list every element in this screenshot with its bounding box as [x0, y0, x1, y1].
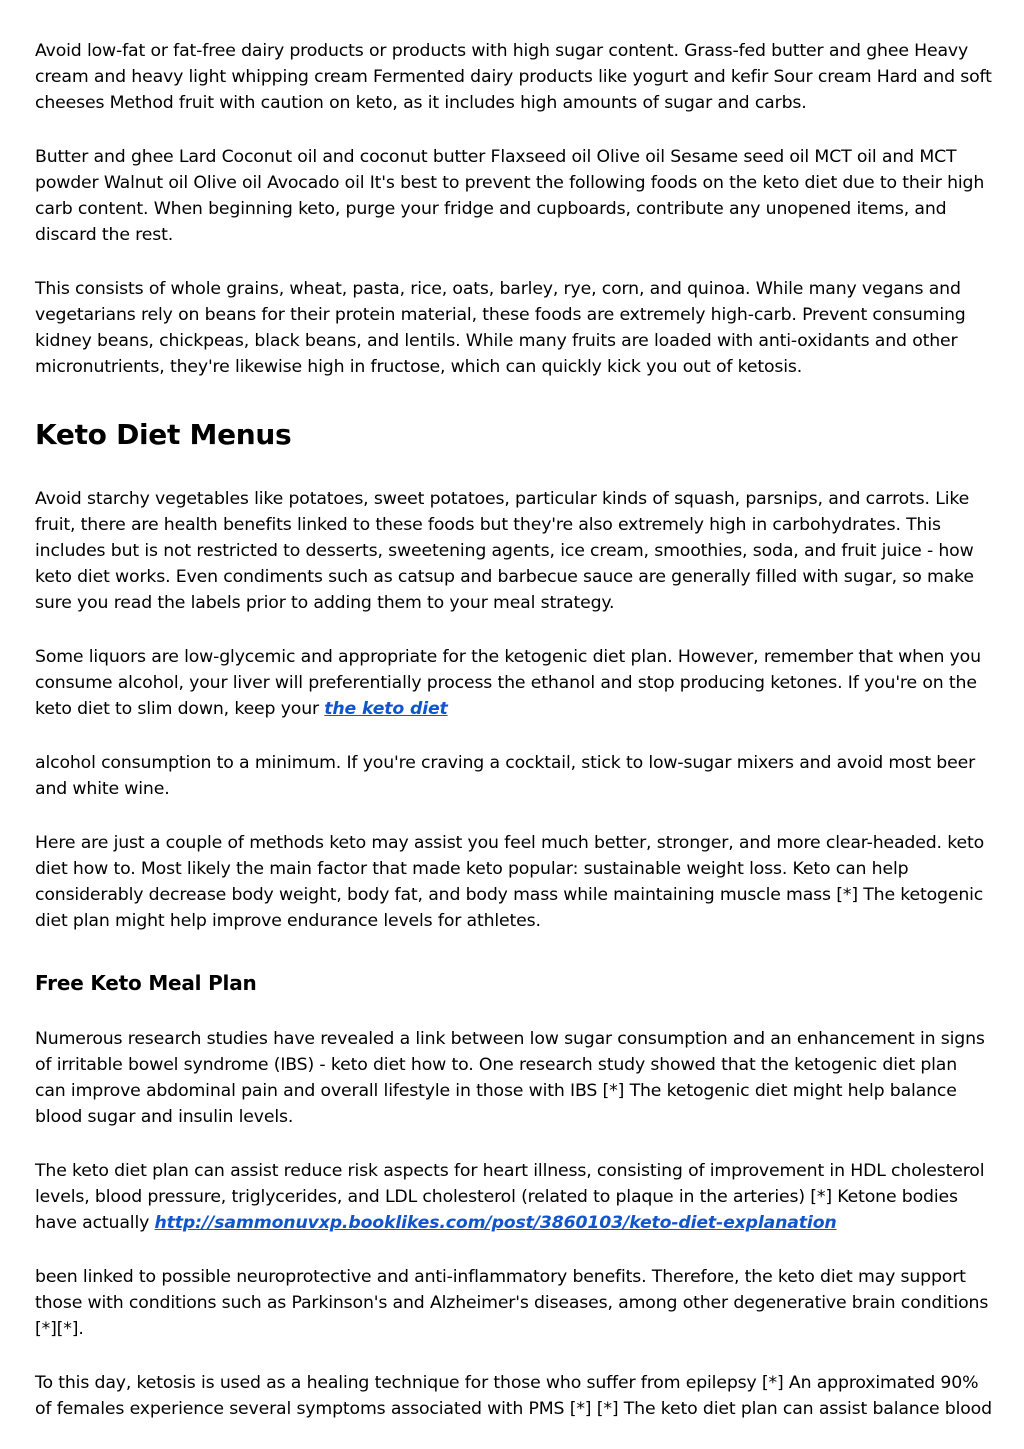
paragraph-neuroprotective: been linked to possible neuroprotective and anti-inflammatory benefits. Therefore, the keto diet may support those with conditions such as Parkinson's and Alzheimer's diseases, among other degenerative brain conditions [*][*]. [35, 1267, 989, 1339]
paragraph-liquors [35, 644, 992, 722]
paragraph-epilepsy: To this day, ketosis is used as a healing technique for those who suffer from epilepsy [*] An approximated 90% of females experience several symptoms associated with PMS [*] [*] The keto diet plan can assist balance blood [35, 1373, 992, 1419]
link-booklikes-post[interactable]: http://sammonuvxp.booklikes.com/post/3860103/keto-diet-explanation [154, 1213, 837, 1233]
heading-free-keto-meal-plan: Free Keto Meal Plan [35, 971, 257, 995]
paragraph-alcohol: alcohol consumption to a minimum. If you're craving a cocktail, stick to low-sugar mixers and avoid most beer and white wine. [35, 753, 976, 799]
paragraph-grains: This consists of whole grains, wheat, pasta, rice, oats, barley, rye, corn, and quinoa. While many vegans and vegetarians rely on beans for their protein material, these foods are extremely high-carb. Prevent consuming kidney beans, chickpeas, black beans, and lentils. While many fruits are loaded with anti-oxidants and other micronutrients, they're likewise high in fructose, which can quickly kick you out of ketosis. [35, 279, 966, 377]
link-the-keto-diet[interactable]: the keto diet [324, 699, 448, 719]
paragraph-ibs: Numerous research studies have revealed a link between low sugar consumption and an enhancement in signs of irritable bowel syndrome (IBS) - keto diet how to. One research study showed that the ketogenic diet plan can improve abdominal pain and overall lifestyle in those with IBS [*] The ketogenic diet might help balance blood sugar and insulin levels. [35, 1029, 985, 1127]
paragraph-starchy-vegetables: Avoid starchy vegetables like potatoes, sweet potatoes, particular kinds of squash, parsnips, and carrots. Like fruit, there are health benefits linked to these foods but they're also extremely high in carbohydrates. This includes but is not restricted to desserts, sweetening agents, ice cream, smoothies, soda, and fruit juice - how keto diet works. Even condiments such as catsup and barbecue sauce are generally filled with sugar, so make sure you read the labels prior to adding them to your meal strategy. [35, 489, 974, 613]
paragraph-benefits: Here are just a couple of methods keto may assist you feel much better, stronger, and more clear-headed. keto diet how to. Most likely the main factor that made keto popular: sustainable weight loss. Keto can help considerably decrease body weight, body fat, and body mass while maintaining muscle mass [*] The ketogenic diet plan might help improve endurance levels for athletes. [35, 833, 985, 931]
paragraph-oils: Butter and ghee Lard Coconut oil and coconut butter Flaxseed oil Olive oil Sesame seed oil MCT oil and MCT powder Walnut oil Olive oil Avocado oil It's best to prevent the following foods on the keto diet due to their high carb content. When beginning keto, purge your fridge and cupboards, contribute any unopened items, and discard the rest. [35, 147, 985, 245]
paragraph-liquors-text: Some liquors are low-glycemic and appropriate for the ketogenic diet plan. However, remember that when you consume alcohol, your liver will preferentially process the ethanol and stop producing ketones. If you're on the keto diet to slim down, keep your [35, 647, 981, 719]
heading-keto-diet-menus: Keto Diet Menus [35, 418, 292, 451]
paragraph-heart [35, 1158, 992, 1236]
paragraph-heart-text: The keto diet plan can assist reduce risk aspects for heart illness, consisting of improvement in HDL cholesterol levels, blood pressure, triglycerides, and LDL cholesterol (related to plaque in the arteries) [*] Ketone bodies have actually [35, 1161, 985, 1233]
paragraph-dairy: Avoid low-fat or fat-free dairy products or products with high sugar content. Grass-fed butter and ghee Heavy cream and heavy light whipping cream Fermented dairy products like yogurt and kefir Sour cream Hard and soft cheeses Method fruit with caution on keto, as it includes high amounts of sugar and carbs. [35, 41, 992, 113]
